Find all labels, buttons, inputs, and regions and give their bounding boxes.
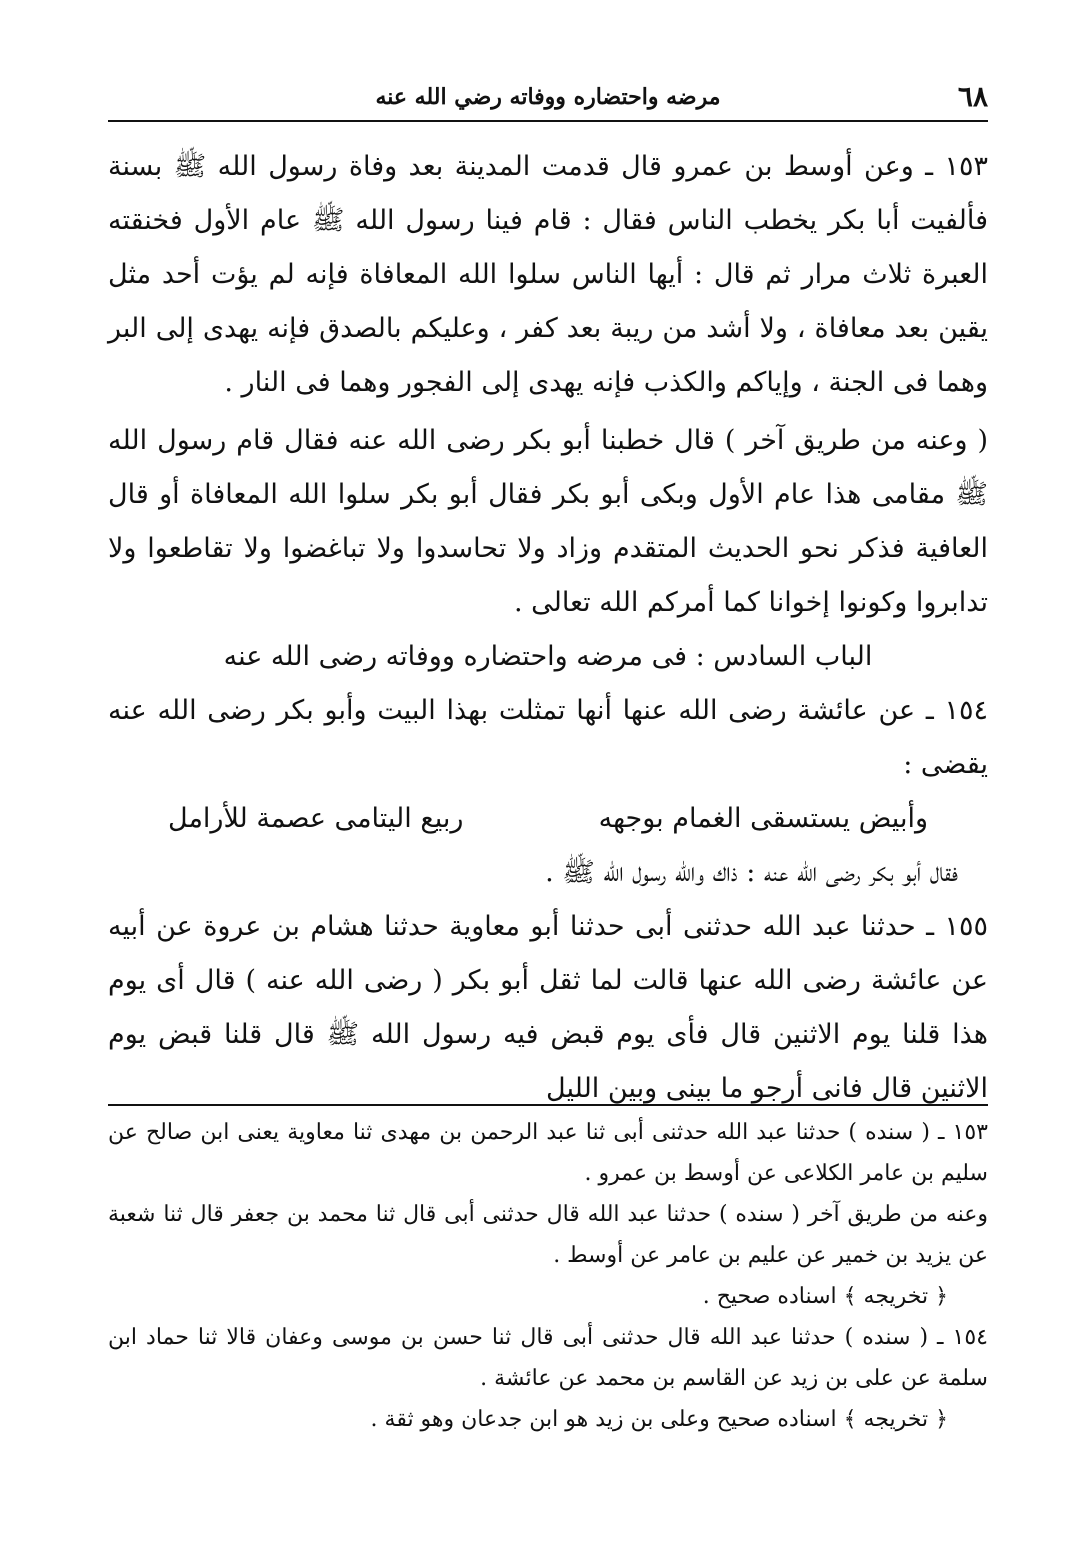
poetry-verse <box>108 792 988 846</box>
hadith-153: ١٥٣ ـ وعن أوسط بن عمرو قال قدمت المدينة بعد وفاة رسول الله ﷺ بسنة فألفيت أبا بكر يخطب الناس فقال : قام فينا رسول الله ﷺ عام الأول فخنقته العبرة ثلاث مرار ثم قال : أيها الناس سلوا الله المعافاة فإنه لم يؤت أحد مثل يقين بعد معافاة ، ولا أشد من ريبة بعد كفر ، وعليكم بالصدق فإنه يهدى إلى البر وهما فى الجنة ، وإياكم والكذب فإنه يهدى إلى الفجور وهما فى النار . <box>108 151 988 398</box>
hadith-155: ١٥٥ ـ حدثنا عبد الله حدثنى أبى حدثنا أبو معاوية حدثنا هشام بن عروة عن أبيه عن عائشة رضى الله عنها قالت لما ثقل أبو بكر ( رضى الله عنه ) قال أى يوم هذا قلنا يوم الاثنين قال فأى يوم قبض فيه رسول الله ﷺ قال قلنا قبض يوم الاثنين قال فانى أرجو ما بينى وبين الليل <box>108 911 988 1104</box>
page-header <box>108 80 988 122</box>
verse-attribution: فقال أبو بكر رضى الله عنه : ذاك والله رسول الله ﷺ . <box>545 857 958 888</box>
hadith-154: ١٥٤ ـ عن عائشة رضى الله عنها أنها تمثلت بهذا البيت وأبو بكر رضى الله عنه يقضى : <box>108 695 988 780</box>
verse-second-hemistich: ربيع اليتامى عصمة للأرامل <box>168 803 464 834</box>
footnote-154: ١٥٤ ـ ( سنده ) حدثنا عبد الله قال حدثنى أبى قال ثنا حسن بن موسى وعفان قالا ثنا حماد ابن سلمة عن على بن زيد عن القاسم بن محمد عن عائشة . <box>108 1325 988 1391</box>
footnote-153-takhrij: ﴿ تخريجه ﴾ اسناده صحيح . <box>702 1284 948 1309</box>
footnote-153: ١٥٣ ـ ( سنده ) حدثنا عبد الله حدثنى أبى ثنا عبد الرحمن بن مهدى ثنا معاوية يعنى ابن صالح عن سليم بن عامر الكلاعى عن أوسط بن عمرو . <box>108 1120 988 1186</box>
running-title: مرضه واحتضاره ووفاته رضي الله عنه <box>375 84 721 110</box>
header-rule <box>108 120 988 122</box>
footnote-154-takhrij: ﴿ تخريجه ﴾ اسناده صحيح وعلى بن زيد هو ابن جدعان وهو ثقة . <box>370 1407 948 1432</box>
main-text <box>108 140 988 1116</box>
verse-first-hemistich: وأبيض يستسقى الغمام بوجهه <box>598 803 928 834</box>
footnotes <box>108 1112 988 1440</box>
footnote-153-other-route: وعنه من طريق آخر ( سنده ) حدثنا عبد الله قال حدثنى أبى قال ثنا محمد بن جعفر قال ثنا شعبة عن يزيد بن خمير عن عليم بن عامر عن أوسط . <box>108 1202 988 1268</box>
hadith-153-other-route: ( وعنه من طريق آخر ) قال خطبنا أبو بكر رضى الله عنه فقال قام رسول الله ﷺ مقامى هذا عام الأول وبكى أبو بكر فقال أبو بكر سلوا الله المعافاة أو قال العافية فذكر نحو الحديث المتقدم وزاد ولا تحاسدوا ولا تباغضوا ولا تقاطعوا ولا تدابروا وكونوا إخوانا كما أمركم الله تعالى . <box>108 425 988 618</box>
chapter-title: الباب السادس : فى مرضه واحتضاره ووفاته رضى الله عنه <box>223 641 873 672</box>
page-number: ٦٨ <box>957 80 988 113</box>
footnote-rule <box>108 1104 988 1106</box>
